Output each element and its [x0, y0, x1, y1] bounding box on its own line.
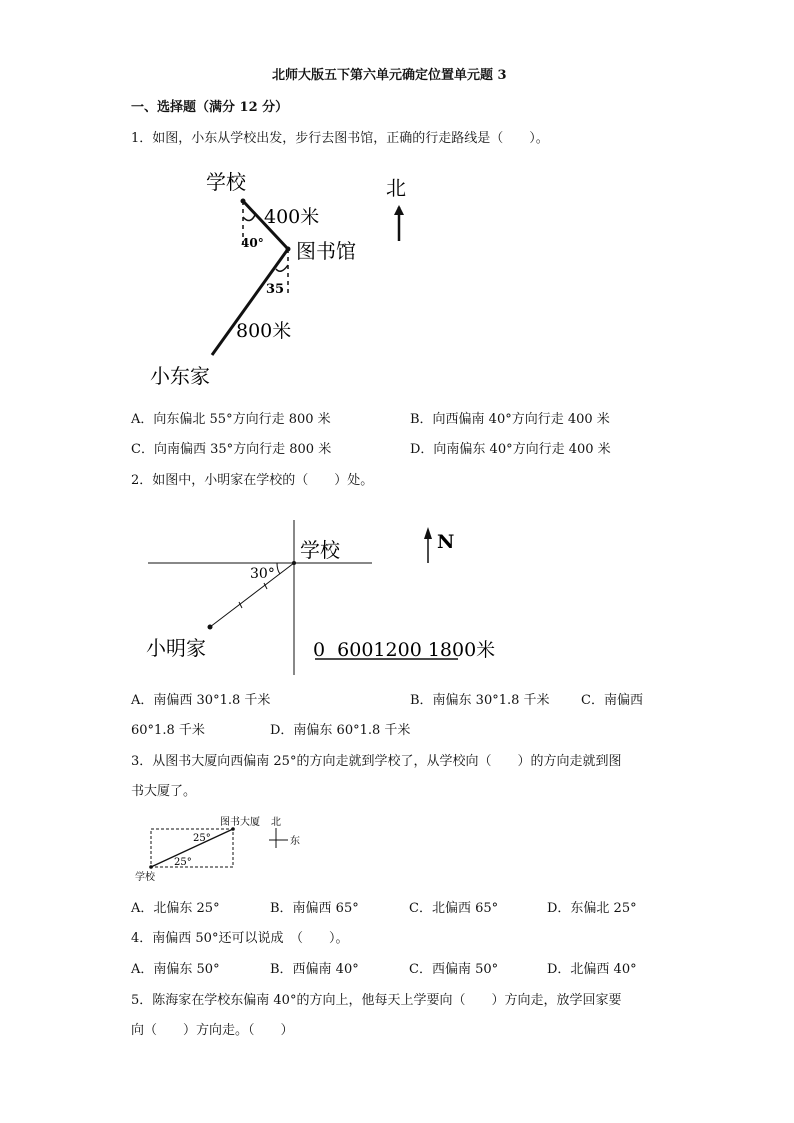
q4-option-d[interactable]: D．北偏西 40°: [547, 962, 637, 977]
q3-option-a[interactable]: A．北偏东 25°: [131, 901, 220, 916]
q4-option-c[interactable]: C．西偏南 50°: [409, 962, 499, 977]
section-heading: 一、选择题（满分 12 分）: [131, 100, 289, 115]
q1-figure: [140, 165, 460, 395]
q3-east-label: 东: [290, 836, 300, 847]
q3-stem-line2: 书大厦了。: [131, 784, 197, 799]
q4-option-b[interactable]: B．西偏南 40°: [270, 962, 359, 977]
q3-angle-bottom: 25°: [174, 857, 192, 868]
q4-stem: 4．南偏西 50°还可以说成 （ ）。: [131, 931, 349, 946]
q1-option-d[interactable]: D．向南偏东 40°方向行走 400 米: [410, 442, 611, 457]
q1-angle2: 35: [266, 282, 285, 297]
q2-north-arrowhead: [424, 527, 432, 539]
q1-angle-arc-1: [243, 215, 255, 221]
q1-option-c[interactable]: C．向南偏西 35°方向行走 800 米: [131, 442, 332, 457]
q2-home-point: [208, 625, 213, 630]
q1-stem: 1．如图，小东从学校出发，步行去图书馆，正确的行走路线是（ ）。: [131, 131, 549, 146]
q2-angle-arc: [277, 563, 280, 574]
q2-stem: 2．如图中，小明家在学校的（ ）处。: [131, 473, 374, 488]
q1-library-label: 图书馆: [296, 239, 356, 263]
q2-option-c[interactable]: C．南偏西: [581, 693, 643, 708]
q1-school-label: 学校: [206, 170, 246, 194]
page-title: 北师大版五下第六单元确定位置单元题 3: [272, 68, 507, 83]
q3-school-label: 学校: [135, 872, 155, 883]
q5-stem-line2: 向（ ）方向走。（ ）: [131, 1023, 294, 1038]
q3-figure: [128, 812, 318, 888]
q3-north-label: 北: [271, 817, 281, 828]
q4-option-a[interactable]: A．南偏东 50°: [131, 962, 220, 977]
q2-option-b[interactable]: B．南偏东 30°1.8 千米: [410, 693, 550, 708]
q3-option-d[interactable]: D．东偏北 25°: [547, 901, 637, 916]
q1-north-label: 北: [386, 176, 406, 200]
q5-stem-line1: 5．陈海家在学校东偏南 40°的方向上，他每天上学要向（ ）方向走，放学回家要: [131, 993, 622, 1008]
q2-angle: 30°: [250, 566, 275, 582]
q1-dist1: 400米: [264, 206, 320, 228]
q2-option-d[interactable]: D．南偏东 60°1.8 千米: [270, 723, 411, 738]
q3-school-point: [149, 865, 153, 869]
q1-home-label: 小东家: [150, 364, 210, 388]
q2-option-a[interactable]: A．南偏西 30°1.8 千米: [131, 693, 271, 708]
q1-option-b[interactable]: B．向西偏南 40°方向行走 400 米: [410, 412, 610, 427]
q1-angle1: 40°: [241, 236, 264, 250]
q2-figure: [140, 515, 520, 680]
q2-option-c-cont[interactable]: 60°1.8 千米: [131, 723, 205, 738]
q2-north-label: N: [437, 531, 455, 553]
q2-school-label: 学校: [300, 538, 340, 562]
q3-angle-top: 25°: [193, 833, 211, 844]
q2-home-label: 小明家: [146, 636, 206, 660]
q3-stem-line1: 3．从图书大厦向西偏南 25°的方向走就到学校了，从学校向（ ）的方向走就到图: [131, 754, 622, 769]
q3-library-label: 图书大厦: [220, 817, 260, 828]
q2-scale-label: 0 6001200 1800米: [313, 639, 496, 661]
q1-angle-arc-2: [276, 265, 288, 271]
q3-path: [151, 829, 233, 867]
q3-option-c[interactable]: C．北偏西 65°: [409, 901, 499, 916]
q1-dist2: 800米: [236, 320, 292, 342]
q1-option-a[interactable]: A．向东偏北 55°方向行走 800 米: [131, 412, 331, 427]
q1-north-arrowhead: [394, 205, 404, 215]
q3-option-b[interactable]: B．南偏西 65°: [270, 901, 359, 916]
